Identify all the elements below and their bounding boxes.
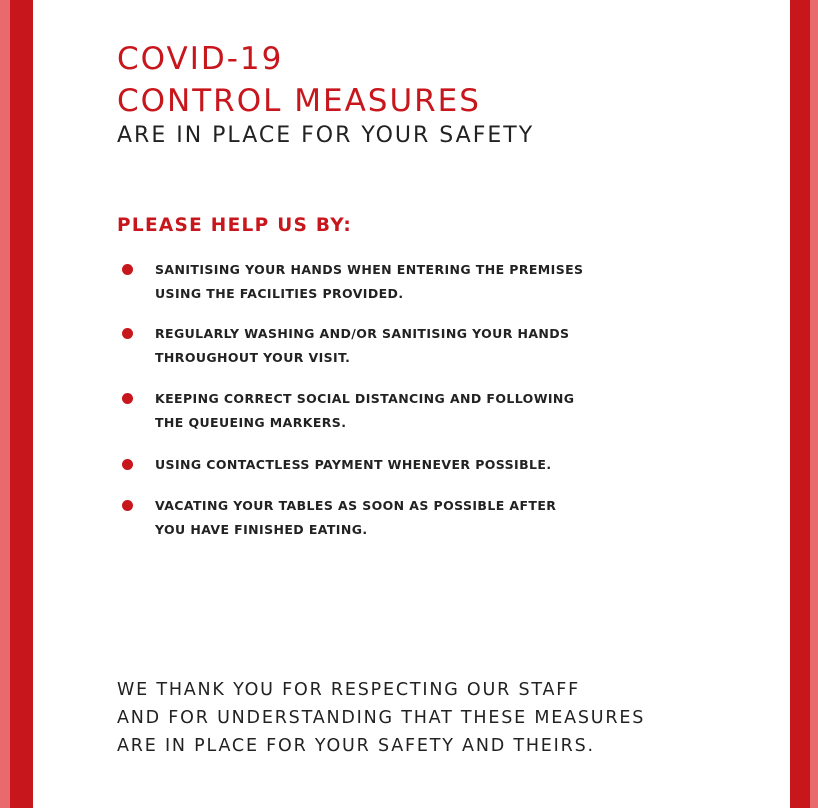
bullet-icon [122,500,133,511]
measure-text-line: THE QUEUEING MARKERS. [155,415,347,430]
measure-text-line: YOU HAVE FINISHED EATING. [155,522,368,537]
measure-text-line: REGULARLY WASHING AND/OR SANITISING YOUR HANDS [155,326,570,341]
thank-you-message [117,676,645,760]
list-item [120,453,700,477]
measure-text-line: VACATING YOUR TABLES AS SOON AS POSSIBLE AFTER [155,498,557,513]
bullet-icon [122,328,133,339]
title-line-2: CONTROL MEASURES [117,83,481,119]
left-border-highlight [0,0,10,808]
bullet-icon [122,264,133,275]
measure-text-line: USING CONTACTLESS PAYMENT WHENEVER POSSIBLE. [155,457,552,472]
notice-subtitle: ARE IN PLACE FOR YOUR SAFETY [117,123,535,148]
thanks-line-3: ARE IN PLACE FOR YOUR SAFETY AND THEIRS. [117,736,595,756]
measure-text-line: THROUGHOUT YOUR VISIT. [155,350,351,365]
notice-title [117,38,481,122]
list-item [120,322,700,370]
measure-text-line: KEEPING CORRECT SOCIAL DISTANCING AND FOLLOWING [155,391,575,406]
list-item [120,387,700,435]
bullet-icon [122,459,133,470]
list-item [120,494,700,542]
list-item [120,258,700,306]
help-heading: PLEASE HELP US BY: [117,215,353,236]
measure-text-line: SANITISING YOUR HANDS WHEN ENTERING THE PREMISES [155,262,584,277]
thanks-line-1: WE THANK YOU FOR RESPECTING OUR STAFF [117,680,580,700]
bullet-icon [122,393,133,404]
right-border-highlight [810,0,818,808]
measures-list [120,258,700,542]
title-line-1: COVID-19 [117,41,284,77]
thanks-line-2: AND FOR UNDERSTANDING THAT THESE MEASURES [117,708,646,728]
measure-text-line: USING THE FACILITIES PROVIDED. [155,286,404,301]
